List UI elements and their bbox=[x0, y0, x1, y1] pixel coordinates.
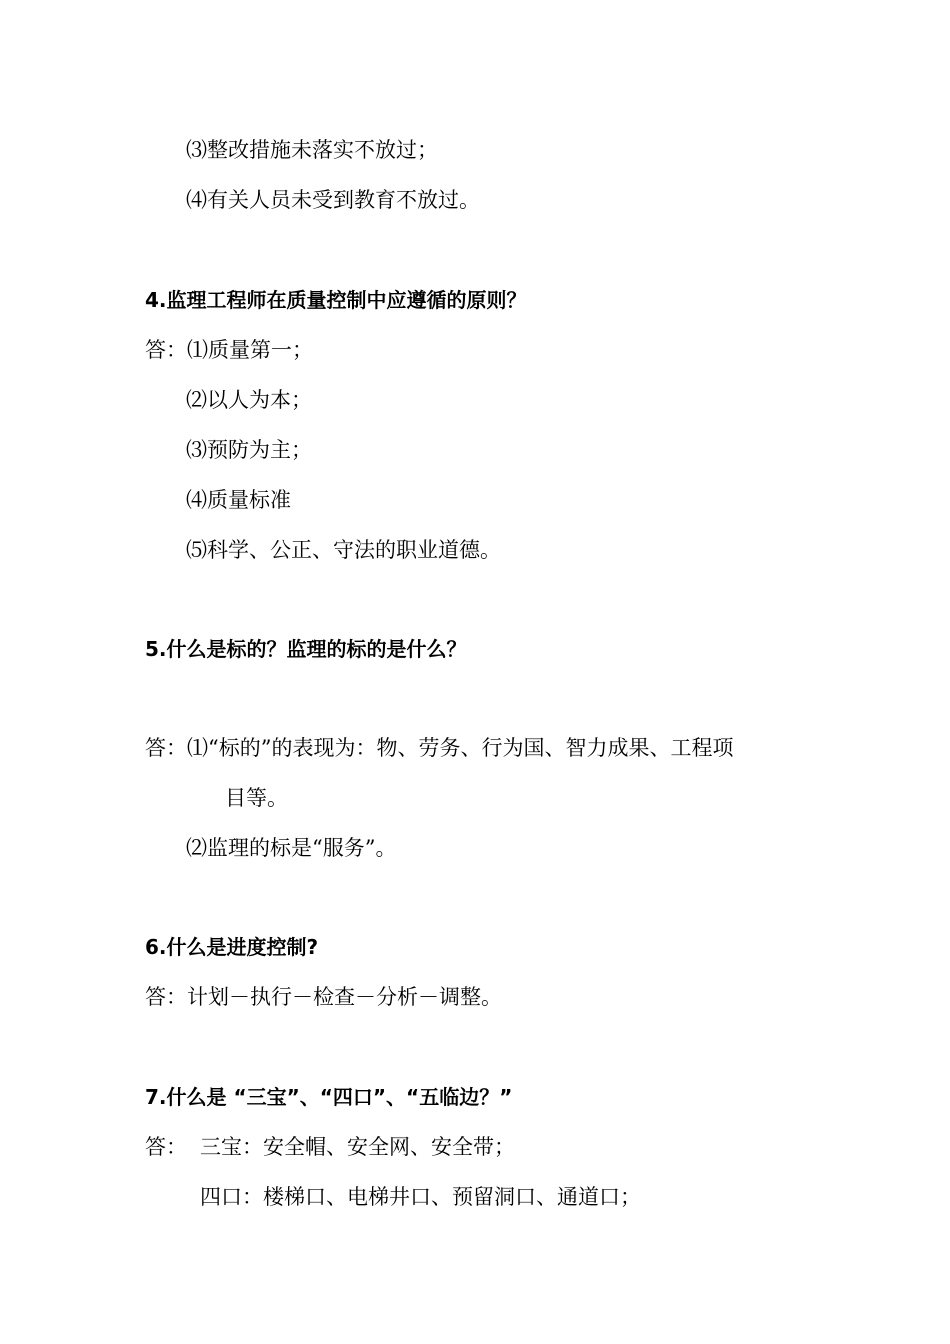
q3-item-3: ⑶整改措施未落实不放过； bbox=[186, 138, 438, 162]
q4-answer-line-1: 答：⑴质量第一； bbox=[145, 338, 313, 362]
q7-answer-prefix: 答： bbox=[145, 1135, 187, 1159]
question-6-heading: 6.什么是进度控制? bbox=[145, 935, 319, 959]
q4-item-2: ⑵以人为本； bbox=[186, 388, 312, 412]
q4-item-3: ⑶预防为主； bbox=[186, 438, 312, 462]
q7-sanbao: 三宝：安全帽、安全网、安全带； bbox=[200, 1135, 515, 1159]
question-7-heading: 7.什么是 “三宝”、“四口”、“五临边？” bbox=[145, 1085, 513, 1109]
q3-item-4: ⑷有关人员未受到教育不放过。 bbox=[186, 188, 480, 212]
question-4-heading: 4.监理工程师在质量控制中应遵循的原则？ bbox=[145, 288, 527, 312]
q6-answer: 答：计划－执行－检查－分析－调整。 bbox=[145, 985, 502, 1009]
q4-item-4: ⑷质量标准 bbox=[186, 488, 291, 512]
q4-item-5: ⑸科学、公正、守法的职业道德。 bbox=[186, 538, 501, 562]
q5-item-2: ⑵监理的标是“服务”。 bbox=[186, 836, 397, 860]
q5-answer-line-1: 答：⑴“标的”的表现为：物、劳务、行为国、智力成果、工程项 bbox=[145, 736, 734, 760]
q5-answer-line-1-continued: 目等。 bbox=[225, 786, 288, 810]
q7-sikou: 四口：楼梯口、电梯井口、预留洞口、通道口； bbox=[200, 1185, 641, 1209]
question-5-heading: 5.什么是标的？监理的标的是什么？ bbox=[145, 637, 467, 661]
